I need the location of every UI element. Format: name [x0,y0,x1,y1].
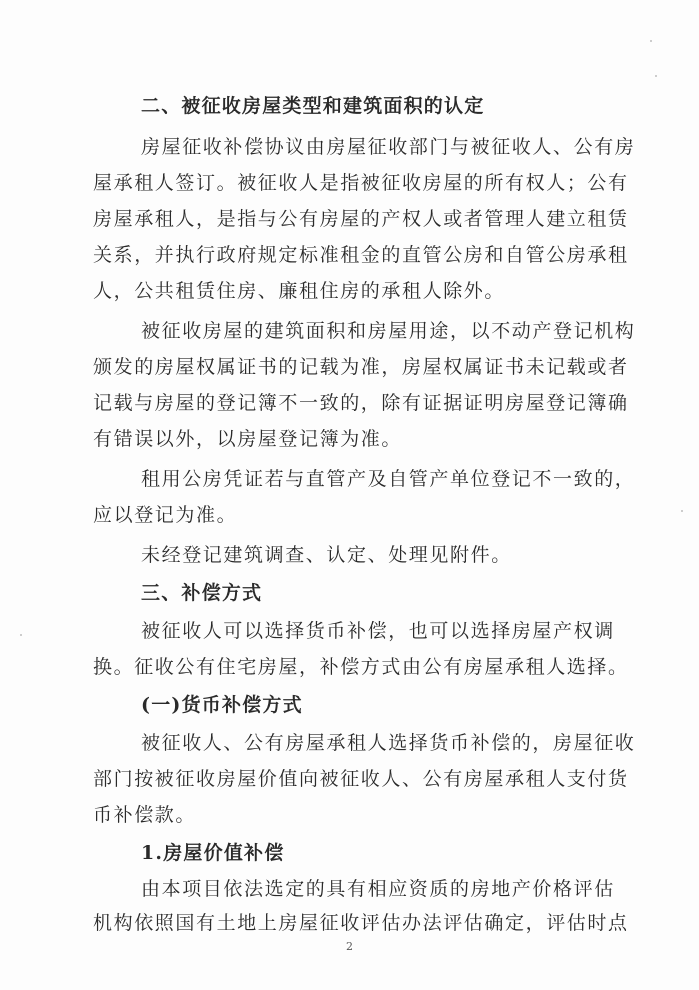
paragraph-line: 颁发的房屋权属证书的记载为准，房屋权属证书未记载或者 [93,356,629,378]
scan-speck [655,75,657,77]
scan-speck [681,510,683,512]
paragraph-line: 应以登记为准。 [93,504,238,526]
section-2-heading: 二、被征收房屋类型和建筑面积的认定 [141,95,485,117]
paragraph-line: 房屋征收补偿协议由房屋征收部门与被征收人、公有房 [141,136,636,158]
scan-speck [650,40,652,42]
paragraph-line: 由本项目依法选定的具有相应资质的房地产价格评估 [141,878,615,900]
scan-speck [20,634,22,636]
paragraph-line: 关系，并执行政府规定标准租金的直管公房和自管公房承租 [93,244,629,266]
paragraph-line: 被征收房屋的建筑面积和房屋用途，以不动产登记机构 [141,320,636,342]
paragraph-line: 币补偿款。 [93,804,197,826]
paragraph-line: 租用公房凭证若与直管产及自管产单位登记不一致的， [141,468,636,490]
subsection-1-heading: (一)货币补偿方式 [141,694,303,716]
paragraph-line: 部门按被征收房屋价值向被征收人、公有房屋承租人支付货 [93,768,629,790]
paragraph-line: 人，公共租赁住房、廉租住房的承租人除外。 [93,280,506,302]
paragraph-line: 房屋承租人，是指与公有房屋的产权人或者管理人建立租赁 [93,208,629,230]
paragraph-line: 机构依照国有土地上房屋征收评估办法评估确定，评估时点 [93,912,629,934]
paragraph-line: 被征收人、公有房屋承租人选择货币补偿的，房屋征收 [141,732,636,754]
paragraph-line: 有错误以外，以房屋登记簿为准。 [93,428,403,450]
paragraph-line: 换。征收公有住宅房屋，补偿方式由公有房屋承租人选择。 [93,656,629,678]
paragraph-line: 被征收人可以选择货币补偿，也可以选择房屋产权调 [141,620,615,642]
item-1-heading: 1.房屋价值补偿 [141,842,285,864]
paragraph-line: 未经登记建筑调查、认定、处理见附件。 [141,544,512,566]
paragraph-line: 屋承租人签订。被征收人是指被征收房屋的所有权人；公有 [93,172,629,194]
paragraph-line: 记载与房屋的登记簿不一致的，除有证据证明房屋登记簿确 [93,392,629,414]
section-3-heading: 三、补偿方式 [141,582,263,604]
page-number: 2 [346,940,353,953]
